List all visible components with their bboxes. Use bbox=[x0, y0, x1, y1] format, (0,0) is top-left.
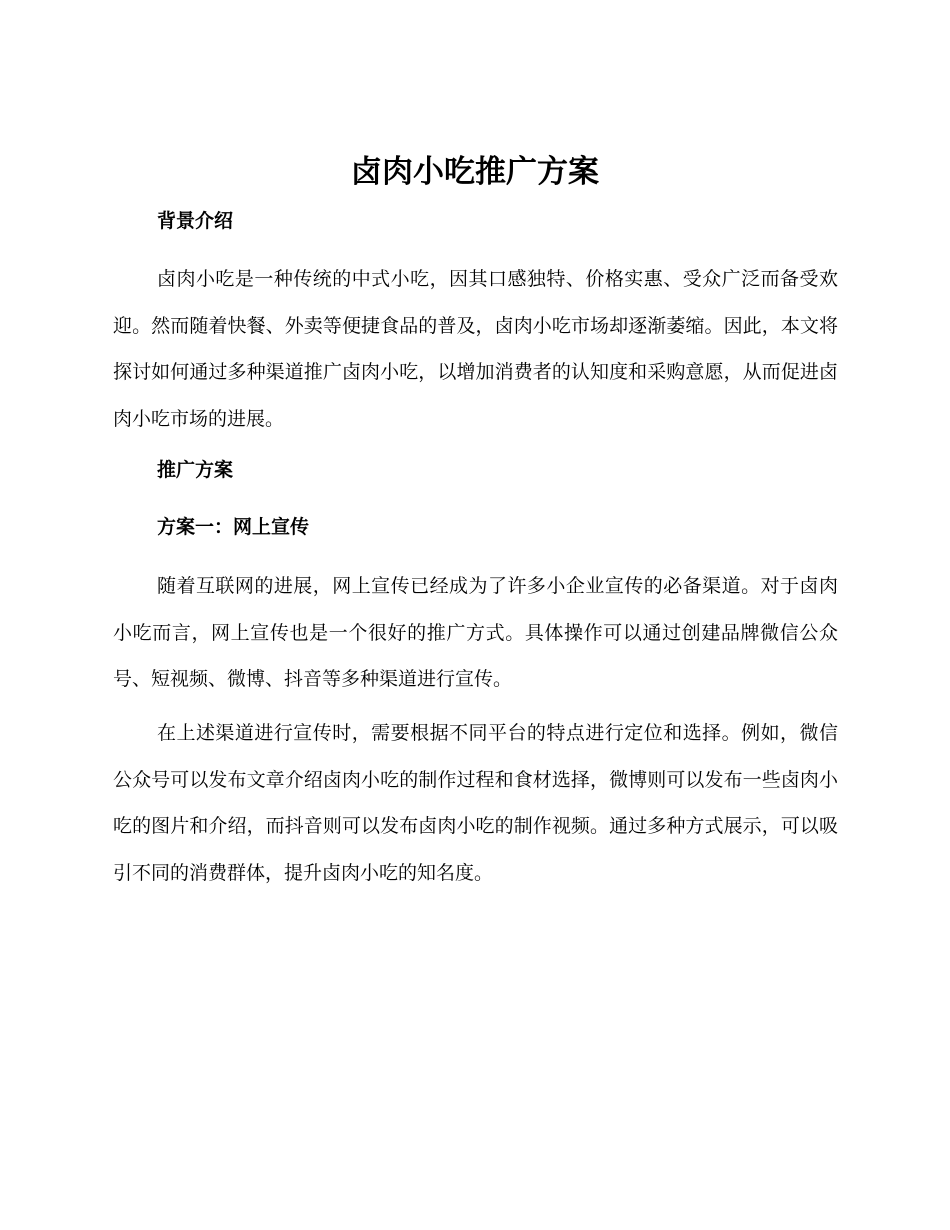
section-heading-background: 背景介绍 bbox=[157, 210, 234, 232]
paragraph-online-promotion: 随着互联网的进展，网上宣传已经成为了许多小企业宣传的必备渠道。对于卤肉小吃而言，网上宣传也是一个很好的推广方式。具体操作可以通过创建品牌微信公众号、短视频、微博、抖音等多种渠道进行宣传。 bbox=[113, 575, 838, 690]
paragraph-platform-selection: 在上述渠道进行宣传时，需要根据不同平台的特点进行定位和选择。例如，微信公众号可以发布文章介绍卤肉小吃的制作过程和食材选择，微博则可以发布一些卤肉小吃的图片和介绍，而抖音则可以发布卤肉小吃的制作视频。通过多种方式展示，可以吸引不同的消费群体，提升卤肉小吃的知名度。 bbox=[113, 722, 838, 884]
section-heading-promotion: 推广方案 bbox=[157, 459, 234, 481]
document-title: 卤肉小吃推广方案 bbox=[351, 154, 599, 190]
paragraph-background: 卤肉小吃是一种传统的中式小吃，因其口感独特、价格实惠、受众广泛而备受欢迎。然而随着快餐、外卖等便捷食品的普及，卤肉小吃市场却逐渐萎缩。因此，本文将探讨如何通过多种渠道推广卤肉小吃，以增加消费者的认知度和采购意愿，从而促进卤肉小吃市场的进展。 bbox=[113, 268, 838, 430]
subheading-plan-one: 方案一：网上宣传 bbox=[157, 516, 310, 538]
